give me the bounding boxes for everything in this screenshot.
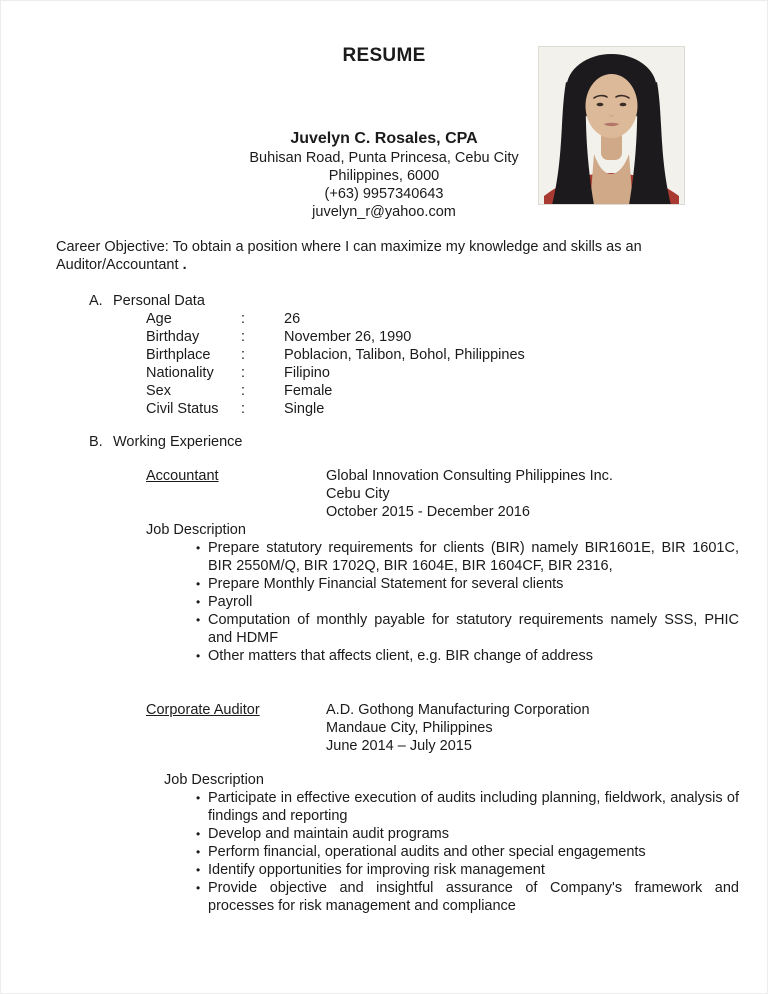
job-duty-item: • Other matters that affects client, e.g. BIR change of address: [208, 647, 739, 665]
personal-data-field-label: Birthplace: [146, 347, 211, 363]
personal-data-separator: :: [241, 311, 246, 327]
personal-data-field-value: Filipino: [284, 365, 330, 381]
personal-data-separator: :: [241, 401, 246, 417]
job-company-name: A.D. Gothong Manufacturing Corporation: [326, 702, 590, 718]
personal-data-row: [146, 346, 767, 364]
career-objective: [56, 238, 739, 274]
personal-data-field-label: Sex: [146, 383, 171, 399]
job-entry-accountant: [1, 467, 767, 665]
section-heading-working-experience: [89, 433, 767, 451]
photo-eye-left: [597, 103, 604, 107]
job-description-label: Job Description: [164, 772, 264, 788]
job-position: [146, 467, 326, 521]
personal-data-separator: :: [241, 347, 246, 363]
personal-data-row: [146, 400, 767, 418]
personal-data-row: [146, 310, 767, 328]
section-label-b: B.: [89, 434, 103, 450]
address-line-1: Buhisan Road, Punta Princesa, Cebu City: [249, 150, 519, 166]
job-header: [146, 701, 767, 755]
personal-data-separator: :: [241, 329, 246, 345]
job-company-block: [326, 701, 767, 755]
document-title: RESUME: [342, 45, 426, 66]
job-duty-item: • Perform financial, operational audits and other special engagements: [208, 843, 739, 861]
job-period: October 2015 - December 2016: [326, 504, 530, 520]
job-company-name: Global Innovation Consulting Philippines Inc.: [326, 468, 613, 484]
job-period: June 2014 – July 2015: [326, 738, 472, 754]
job-duty-item: • Payroll: [208, 593, 739, 611]
phone-number: (+63) 9957340643: [324, 186, 444, 202]
personal-data-field-label: Birthday: [146, 329, 200, 345]
address-line-2: Philippines, 6000: [328, 168, 440, 184]
job-position: [146, 701, 326, 755]
personal-data-field-value: 26: [284, 311, 301, 327]
email-address: juvelyn_r@yahoo.com: [312, 204, 456, 220]
applicant-photo: [538, 46, 685, 205]
applicant-name: Juvelyn C. Rosales, CPA: [290, 130, 478, 147]
job-duty-item: • Computation of monthly payable for statutory requirements namely SSS, PHIC and HDMF: [208, 611, 739, 647]
photo-face: [586, 74, 638, 138]
section-label-a: A.: [89, 293, 103, 309]
job-duty-item: • Prepare statutory requirements for clients (BIR) namely BIR1601E, BIR 1601C, BIR 2550M/Q, BIR 1702Q, BIR 1604E, BIR 1604CF, BIR 2316,: [208, 539, 739, 575]
personal-data-row: [146, 328, 767, 346]
personal-data-field-label: Nationality: [146, 365, 214, 381]
job-description-label: Job Description: [146, 522, 246, 538]
section-title-personal-data: Personal Data: [113, 293, 205, 309]
job-company-location: Mandaue City, Philippines: [326, 720, 493, 736]
personal-data-row: [146, 364, 767, 382]
personal-data-field-label: Civil Status: [146, 401, 219, 417]
career-objective-terminator: .: [182, 257, 187, 273]
job-company-block: [326, 467, 767, 521]
photo-eye-right: [620, 103, 627, 107]
section-title-working-experience: Working Experience: [113, 434, 243, 450]
job-duty-item: • Identify opportunities for improving risk management: [208, 861, 739, 879]
job-duty-item: • Prepare Monthly Financial Statement for several clients: [208, 575, 739, 593]
job-position-title: Accountant: [146, 468, 219, 484]
personal-data-field-value: Female: [284, 383, 333, 399]
job-duty-item: • Participate in effective execution of audits including planning, fieldwork, analysis of findings and reporting: [208, 789, 739, 825]
job-position-title: Corporate Auditor: [146, 702, 260, 718]
job-header: [146, 467, 767, 521]
section-heading-personal-data: [89, 292, 767, 310]
job-duties-list: [1, 539, 767, 665]
job-duty-item: • Provide objective and insightful assurance of Company's framework and processes for risk management and compliance: [208, 879, 739, 915]
personal-data-separator: :: [241, 383, 246, 399]
personal-data-field-value: Single: [284, 401, 325, 417]
job-entry-corporate-auditor: [1, 701, 767, 915]
career-objective-text: Career Objective: To obtain a position where I can maximize my knowledge and skills as an Auditor/Accountant: [56, 239, 642, 273]
personal-data-row: [146, 382, 767, 400]
personal-data-field-value: Poblacion, Talibon, Bohol, Philippines: [284, 347, 525, 363]
job-company-location: Cebu City: [326, 486, 390, 502]
personal-data-separator: :: [241, 365, 246, 381]
personal-data-field-value: November 26, 1990: [284, 329, 412, 345]
job-duties-list: [1, 789, 767, 915]
applicant-photo-illustration: [538, 46, 685, 205]
personal-data-table: [146, 310, 767, 418]
personal-data-field-label: Age: [146, 311, 172, 327]
job-duty-item: • Develop and maintain audit programs: [208, 825, 739, 843]
